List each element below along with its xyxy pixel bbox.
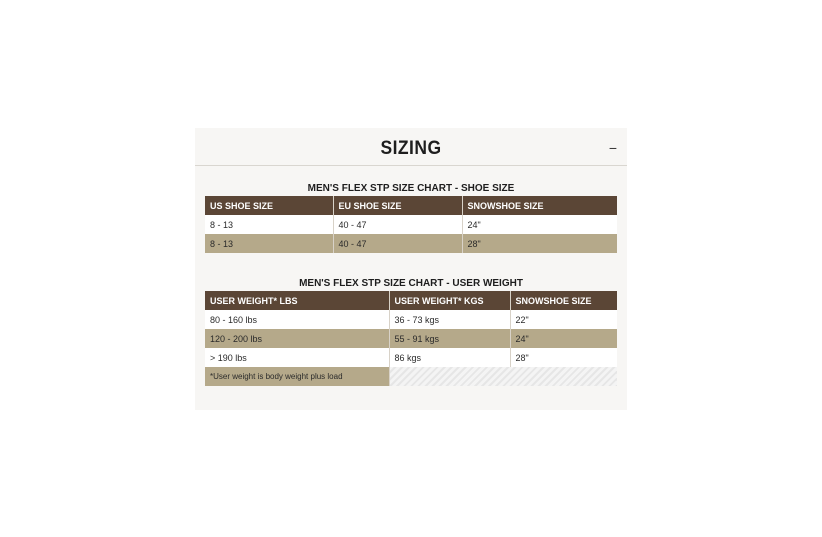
column-header: EU SHOE SIZE bbox=[333, 196, 462, 215]
collapse-icon[interactable]: − bbox=[608, 140, 617, 156]
sizing-header[interactable] bbox=[195, 134, 627, 166]
table-cell: 40 - 47 bbox=[333, 215, 462, 234]
column-header: US SHOE SIZE bbox=[205, 196, 333, 215]
column-header: USER WEIGHT* KGS bbox=[389, 291, 510, 310]
empty-hatched-cell bbox=[389, 367, 617, 386]
table-cell: 8 - 13 bbox=[205, 215, 333, 234]
panel-title: SIZING bbox=[380, 138, 442, 159]
table-header-row bbox=[205, 291, 617, 310]
table-cell: 28" bbox=[462, 234, 617, 253]
shoe-chart-title: MEN'S FLEX STP SIZE CHART - SHOE SIZE bbox=[307, 183, 515, 194]
table-cell: 22" bbox=[510, 310, 617, 329]
weight-size-table bbox=[205, 291, 617, 386]
table-cell: 8 - 13 bbox=[205, 234, 333, 253]
table-note-row bbox=[205, 367, 617, 386]
weight-note: *User weight is body weight plus load bbox=[205, 367, 389, 386]
weight-chart-title: MEN'S FLEX STP SIZE CHART - USER WEIGHT bbox=[299, 278, 523, 289]
table-row bbox=[205, 234, 617, 253]
table-row bbox=[205, 348, 617, 367]
table-cell: 120 - 200 lbs bbox=[205, 329, 389, 348]
table-cell: 36 - 73 kgs bbox=[389, 310, 510, 329]
table-cell: 28" bbox=[510, 348, 617, 367]
shoe-size-table bbox=[205, 196, 617, 253]
column-header: SNOWSHOE SIZE bbox=[462, 196, 617, 215]
table-cell: 24" bbox=[462, 215, 617, 234]
column-header: USER WEIGHT* LBS bbox=[205, 291, 389, 310]
table-header-row bbox=[205, 196, 617, 215]
table-cell: 40 - 47 bbox=[333, 234, 462, 253]
sizing-panel bbox=[195, 128, 627, 410]
table-cell: 86 kgs bbox=[389, 348, 510, 367]
table-row bbox=[205, 215, 617, 234]
table-row bbox=[205, 310, 617, 329]
table-cell: 55 - 91 kgs bbox=[389, 329, 510, 348]
table-cell: 24" bbox=[510, 329, 617, 348]
table-row bbox=[205, 329, 617, 348]
table-cell: > 190 lbs bbox=[205, 348, 389, 367]
table-cell: 80 - 160 lbs bbox=[205, 310, 389, 329]
column-header: SNOWSHOE SIZE bbox=[510, 291, 617, 310]
